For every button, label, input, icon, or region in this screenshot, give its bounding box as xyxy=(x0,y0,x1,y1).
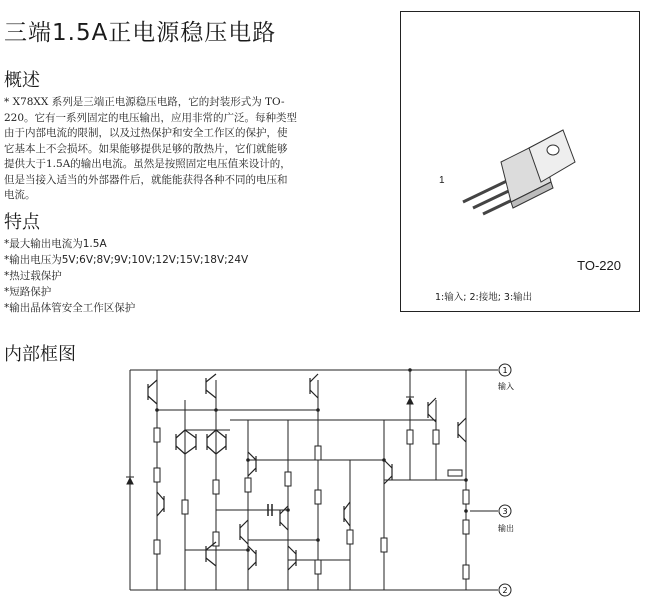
overview-line: * X78XX 系列是三端正电源稳压电路，它的封装形式为 TO- xyxy=(4,96,285,108)
feature-item: *热过载保护 xyxy=(4,270,62,282)
overview-line: 220。它有一系列固定的电压输出，应用非常的广泛。每种类型 xyxy=(4,111,298,124)
feature-item: *最大输出电流为1.5A xyxy=(4,238,107,250)
overview-line: 但是当接入适当的外部器件后，就能能获得各种不同的电压和 xyxy=(4,173,288,186)
overview-line: 它基本上不会损坏。如果能够提供足够的散热片，它们就能够 xyxy=(4,142,288,155)
pin-label: 输出 xyxy=(498,524,514,533)
feature-item: *输出晶体管安全工作区保护 xyxy=(4,302,136,314)
overview-heading: 概述 xyxy=(4,70,40,91)
pin-label: 输入 xyxy=(498,382,514,391)
package-name: TO-220 xyxy=(577,258,621,273)
overview-line: 提供大于1.5A的输出电流。虽然是按照固定电压值来设计的， xyxy=(4,158,291,170)
pin-one-marker: 1 xyxy=(439,175,445,186)
overview-line: 由于内部电流的限制，以及过热保护和安全工作区的保护，使 xyxy=(4,127,288,139)
feature-item: *输出电压为5V;6V;8V;9V;10V;12V;15V;18V;24V xyxy=(4,254,249,266)
block-diagram-heading: 内部框图 xyxy=(4,344,76,365)
package-pins-caption: 1:输入; 2:接地; 3:输出 xyxy=(435,292,533,303)
features-heading: 特点 xyxy=(4,212,40,233)
internal-schematic xyxy=(0,360,658,599)
feature-item: *短路保护 xyxy=(4,286,52,298)
pin-number: 2 xyxy=(502,586,508,595)
package-box xyxy=(400,11,640,312)
features-list xyxy=(4,236,248,316)
page-title: 三端1.5A正电源稳压电路 xyxy=(4,20,277,46)
overview-text xyxy=(4,95,344,204)
overview-line: 电流。 xyxy=(4,189,36,201)
pin-number: 1 xyxy=(502,366,508,375)
pin-number: 3 xyxy=(502,507,508,516)
